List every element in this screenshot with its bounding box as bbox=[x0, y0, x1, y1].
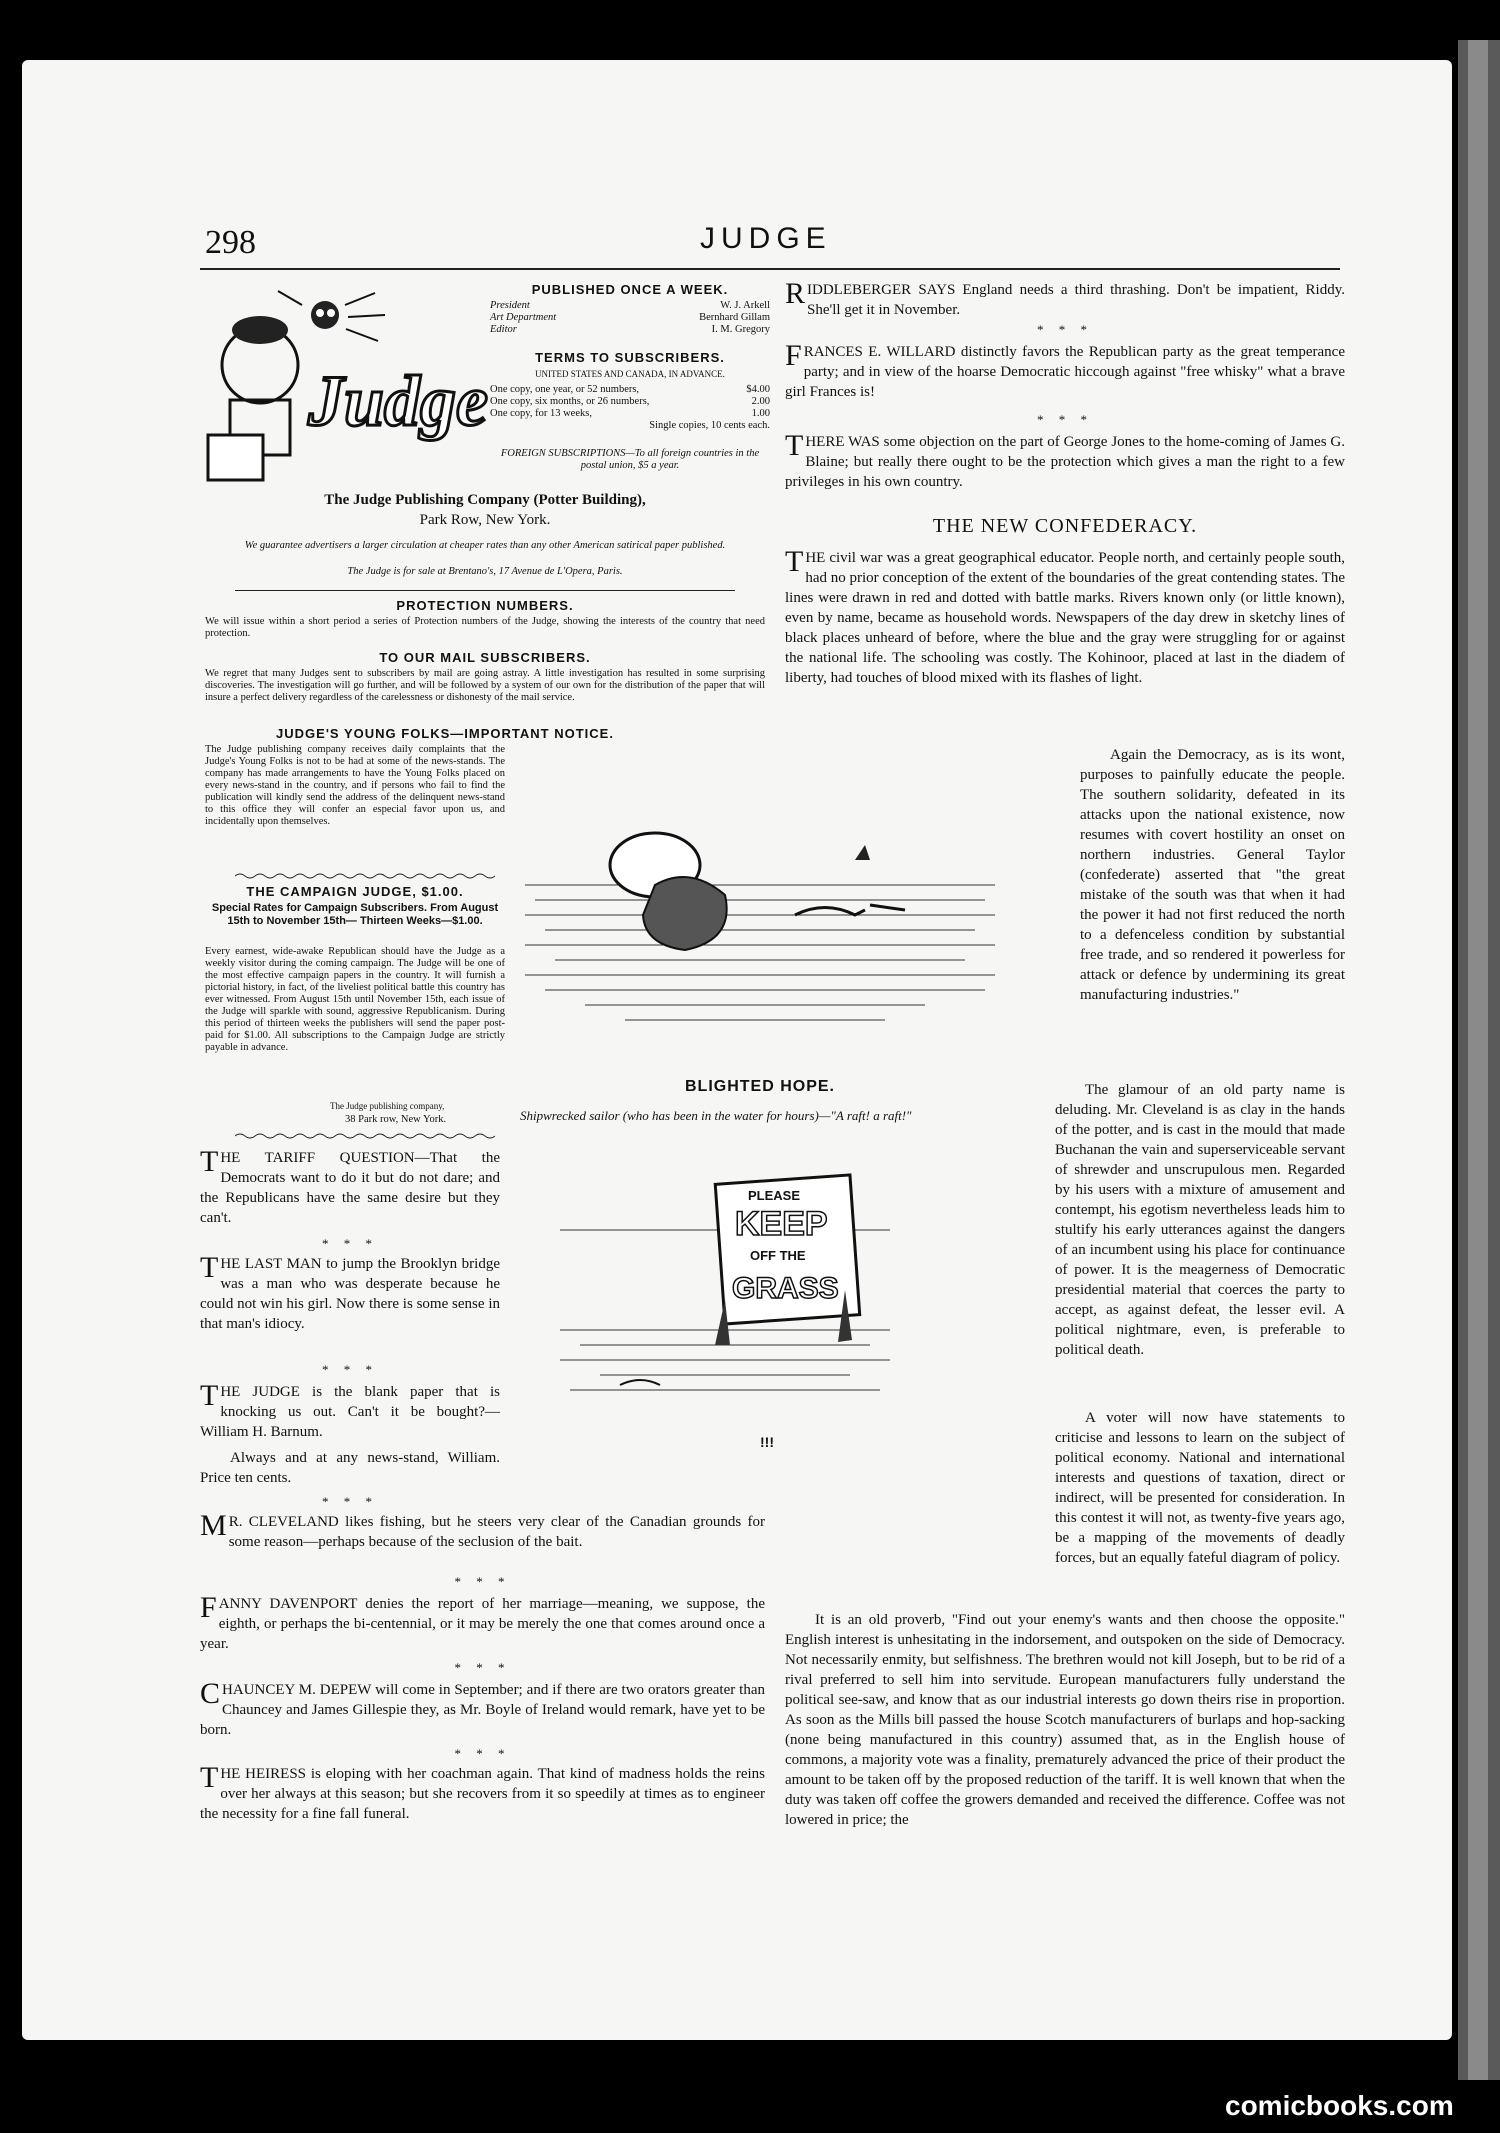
sign-off-the: OFF THE bbox=[750, 1248, 806, 1263]
terms-sub: UNITED STATES AND CANADA, IN ADVANCE. bbox=[535, 369, 725, 379]
mail-title: TO OUR MAIL SUBSCRIBERS. bbox=[379, 650, 591, 665]
item-davenport: FANNY DAVENPORT denies the report of her marriage—meaning, we suppose, the eighth, or perhaps the bi-centennial, or it may be merely the one that comes around once a year. bbox=[200, 1591, 765, 1652]
guarantee-note: We guarantee advertisers a larger circulation at cheaper rates than any other American satirical paper published. bbox=[244, 540, 726, 551]
item-heiress: THE HEIRESS is eloping with her coachman again. That kind of madness holds the reins over her always at this season; but she recovers from it so speedily at times as to engineer the necessity for a fine fall funeral. bbox=[200, 1761, 765, 1822]
page-number: 298 bbox=[205, 224, 256, 261]
logo-word: Judge bbox=[308, 361, 488, 441]
item-tariff: THE TARIFF QUESTION—That the Democrats want to do it but do not dare; and the Republicans have the same desire but they can't. bbox=[200, 1145, 500, 1226]
masthead: JUDGE bbox=[700, 222, 832, 255]
paris-sale-note: The Judge is for sale at Brentano's, 17 Avenue de L'Opera, Paris. bbox=[347, 566, 623, 577]
campaign-subtitle: Special Rates for Campaign Subscribers. From August 15th to November 15th— Thirteen Weeks—$1.00. bbox=[211, 902, 499, 927]
article-paragraph-4a: A voter will now have statements to criticise and lessons to learn on the subject of political economy. National and international interests and questions of taxation, direct or indirect, will be presented for consideration. In this contest it will not, as twenty-five years ago, be a mapping of the movements of deadly forces, but an equally fateful diagram of policy. bbox=[1055, 1410, 1345, 1566]
keep-off-grass-illustration bbox=[560, 1170, 890, 1420]
separator: * * * bbox=[1037, 412, 1093, 427]
rate-row: One copy, one year, or 52 numbers, $4.00 bbox=[490, 384, 770, 395]
staff-list bbox=[490, 300, 770, 336]
mail-text: We regret that many Judges sent to subscribers by mail are going astray. A little investigation has resulted in some surprising discoveries. The investigation will go further, and will be followed by a system of our own for the distribution of the paper that will insure a perfect delivery regardless of the carelessness or dishonesty of the mail service. bbox=[205, 668, 765, 703]
published-weekly: PUBLISHED ONCE A WEEK. bbox=[531, 282, 729, 297]
young-folks-title: JUDGE'S YOUNG FOLKS—IMPORTANT NOTICE. bbox=[276, 726, 614, 741]
staff-art: Art Department Bernhard Gillam bbox=[490, 312, 770, 323]
page-edge-highlight bbox=[1468, 40, 1488, 2080]
item-depew: CHAUNCEY M. DEPEW will come in September; and if there are two orators greater than Chauncey and James Gillespie they, as Mr. Boyle of Ireland would remark, have yet to be born. bbox=[200, 1677, 765, 1738]
item-last-man: THE LAST MAN to jump the Brooklyn bridge was a man who was desperate because he could not win his girl. Now there is some sense in that man's idiocy. bbox=[200, 1251, 500, 1332]
campaign-sign-company: The Judge publishing company, bbox=[330, 1101, 445, 1111]
rate-row: One copy, for 13 weeks, 1.00 bbox=[490, 408, 770, 419]
item-riddleberger: RIDDLEBERGER SAYS England needs a third thrashing. Don't be impatient, Riddy. She'll get it in November. bbox=[785, 277, 1345, 318]
foreign-subscriptions: FOREIGN SUBSCRIPTIONS—To all foreign countries in the postal union, $5 a year. bbox=[500, 448, 760, 471]
company-address: Park Row, New York. bbox=[419, 512, 551, 528]
item-reply: Always and at any news-stand, William. Price ten cents. bbox=[200, 1450, 500, 1486]
staff-president: President W. J. Arkell bbox=[490, 300, 770, 311]
wavy-divider bbox=[235, 872, 495, 880]
sign-keep: KEEP bbox=[735, 1205, 828, 1243]
judge-logo bbox=[200, 285, 490, 495]
article-paragraph-5: It is an old proverb, "Find out your enemy's wants and then choose the opposite." English interest is unhesitating in the indorsement, and outspoken on the side of Democracy. Not necessarily enmity, but selfishness. The brethren would not kill Joseph, but to be rid of a rival preferred to sell him into servitude. European manufacturers fully understand the political see-saw, and know that as our industrial interests go down theirs rise in proportion. As soon as the Mills bill passed the house Scotch manufacturers of burlaps and hop-sacking (none being manufactured in this country) assumed that, as in the English house of commons, a majority vote was a finality, prematurely advanced the price of their product the amount to be taken off by the proposed reduction of the tariff. It is well known that when the duty was taken off coffee the growers demanded and received the difference. Coffee was not lowered in price; the bbox=[785, 1612, 1345, 1828]
separator: * * * bbox=[322, 1236, 378, 1251]
divider bbox=[235, 590, 735, 591]
rate-row: One copy, six months, or 26 numbers, 2.00 bbox=[490, 396, 770, 407]
item-willard: FRANCES E. WILLARD distinctly favors the Republican party as the great temperance party; and in view of the hoarse Democratic hiccough against "free whisky" what a brave girl Frances is! bbox=[785, 339, 1345, 400]
header-rule bbox=[200, 268, 1340, 270]
campaign-sign-address: 38 Park row, New York. bbox=[345, 1114, 447, 1125]
article-paragraph-1: THE civil war was a great geographical educator. People north, and certainly people south, had no prior conception of the extent of the boundaries of the great contending states. The lines were drawn in red and dotted with battle marks. Rivers known only (or little known), even by name, became as household words. Newspapers of the day drew in sketchy lines of black places unheard of before, where the blue and the gray were struggling for or against the national life. The schooling was costly. The Kohinoor, placed at last in the diadem of liberty, had touches of blood mixed with its flashes of light. bbox=[785, 545, 1345, 686]
single-copies: Single copies, 10 cents each. bbox=[649, 420, 770, 431]
campaign-text: Every earnest, wide-awake Republican should have the Judge as a weekly visitor during the coming campaign. The Judge will be one of the most effective campaign papers in the country. It will furnish a pictorial history, in fact, of the liveliest political battle this country has ever witnessed. From August 15th until November 15th, each issue of the Judge will sparkle with sound, aggressive Republicanism. During this period of thirteen weeks the publishers will send the paper post-paid for $1.00. All subscriptions to the Campaign Judge are strictly payable in advance. bbox=[205, 946, 505, 1053]
item-cleveland: M R. CLEVELAND likes fishing, but he steers very clear of the Canadian grounds for some reason—perhaps because of the seclusion of the bait. bbox=[200, 1509, 765, 1550]
separator: * * * bbox=[322, 1494, 378, 1509]
separator: * * * bbox=[322, 1362, 378, 1377]
separator: * * * bbox=[1037, 322, 1093, 337]
article-paragraph-2: Again the Democracy, as is its wont, purposes to painfully educate the people. The southern solidarity, defeated in its attacks upon the national existence, now resumes with covert hostility an onset on northern industries. General Taylor (confederate) asserted that "the great mistake of the south was that when it had the power it had not first reduced the north to a defenceless condition by substantial free trade, and so rendered it powerless for attack or defence by undermining its great manufacturing industries." bbox=[1080, 747, 1345, 1003]
campaign-title: THE CAMPAIGN JUDGE, $1.00. bbox=[246, 884, 464, 899]
item-judge-paper: THE JUDGE is the blank paper that is knocking us out. Can't it be bought?— William H. Barnum. bbox=[200, 1379, 500, 1440]
protection-title: PROTECTION NUMBERS. bbox=[396, 598, 574, 613]
article-paragraph-3: The glamour of an old party name is deluding. Mr. Cleveland is as clay in the hands of the potter, and is cast in the mould that made Buchanan the vain and superserviceable servant of shrewder and unscrupulous men. Regarded by his users with a mixture of amusement and contempt, his egotism nevertheless leads him to stultify his early utterances against the dangers of an incumbent using his place for continuance of power. It is the meagerness of Democratic presidential material that coerces the party to accept, as against defeat, the lesser evil. A political nightmare, even, is preferable to political death. bbox=[1055, 1082, 1345, 1358]
company-name: The Judge Publishing Company (Potter Building), bbox=[324, 492, 646, 508]
separator: * * * bbox=[454, 1574, 511, 1589]
sign-please: PLEASE bbox=[748, 1188, 801, 1203]
separator: * * * bbox=[454, 1746, 511, 1761]
sign-grass: GRASS bbox=[732, 1272, 839, 1305]
wavy-divider bbox=[235, 1132, 495, 1140]
article-title: THE NEW CONFEDERACY. bbox=[932, 515, 1198, 537]
watermark: comicbooks.com bbox=[1225, 2090, 1454, 2121]
protection-text: We will issue within a short period a series of Protection numbers of the Judge, showing the interests of the country that need protection. bbox=[205, 616, 765, 639]
staff-editor: Editor I. M. Gregory bbox=[490, 324, 770, 335]
rates-list bbox=[490, 384, 770, 432]
young-folks-text: The Judge publishing company receives daily complaints that the Judge's Young Folks is not to be had at some of the news-stands. The company has made arrangements to have the Young Folks placed on every news-stand in the country, and if persons who fail to find the publication will kindly send the address of the delinquent news-stand to this office they will confer an especial favor upon us, and incidentally upon themselves. bbox=[205, 744, 505, 827]
cartoon2-caption: !!! bbox=[760, 1434, 774, 1450]
cartoon1-title: BLIGHTED HOPE. bbox=[684, 1078, 835, 1095]
item-george-jones: THERE WAS some objection on the part of George Jones to the home-coming of James G. Blaine; but really there ought to be the protection which gives a man the right to a few privileges in his own country. bbox=[785, 429, 1345, 490]
separator: * * * bbox=[454, 1660, 511, 1675]
cartoon1-caption: Shipwrecked sailor (who has been in the water for hours)—"A raft! a raft!" bbox=[520, 1108, 912, 1123]
blighted-hope-illustration bbox=[525, 765, 995, 1055]
terms-title: TERMS TO SUBSCRIBERS. bbox=[535, 350, 725, 365]
